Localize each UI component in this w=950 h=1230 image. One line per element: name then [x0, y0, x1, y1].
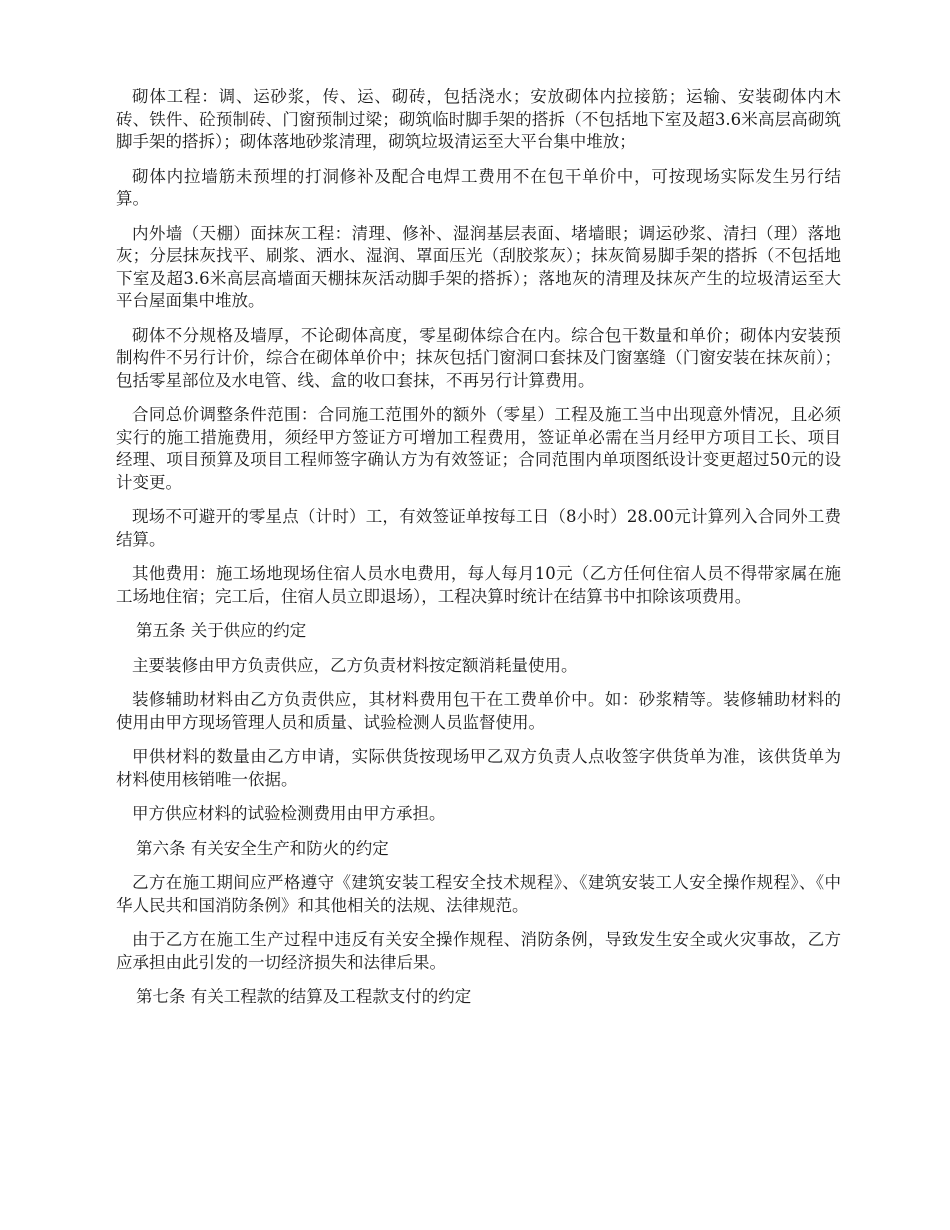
section-heading: 第六条 有关安全生产和防火的约定	[136, 838, 389, 858]
paragraph: 现场不可避开的零星点（计时）工，有效签证单按每工日（8小时）28.00元计算列入合同外工费结算。	[116, 507, 841, 549]
section-heading: 第七条 有关工程款的结算及工程款支付的约定	[136, 987, 472, 1006]
paragraph: 内外墙（天棚）面抹灰工程：清理、修补、湿润基层表面、堵墙眼；调运砂浆、清扫（理）落地灰；分层抹灰找平、刷浆、洒水、湿润、罩面压光（刮胶浆灰）；抹灰简易脚手架的搭拆（不包括地下室及超3.6米高层高墙面天棚抹灰活动脚手架的搭拆）；落地灰的清理及抹灰产生的垃圾清运至大平台屋面集中堆放。	[116, 223, 841, 310]
document-body	[116, 86, 841, 1021]
section-heading: 第五条 关于供应的约定	[136, 621, 307, 640]
paragraph: 主要装修由甲方负责供应，乙方负责材料按定额消耗量使用。	[132, 655, 578, 675]
paragraph: 甲方供应材料的试验检测费用由甲方承担。	[132, 804, 446, 823]
paragraph: 砌体内拉墙筋未预埋的打洞修补及配合电焊工费用不在包干单价中，可按现场实际发生另行结算。	[116, 166, 841, 208]
paragraph: 甲供材料的数量由乙方申请，实际供货按现场甲乙双方负责人点收签字供货单为准，该供货单为材料使用核销唯一依据。	[116, 747, 841, 789]
paragraph: 由于乙方在施工生产过程中违反有关安全操作规程、消防条例，导致发生安全或火灾事故，乙方应承担由此引发的一切经济损失和法律后果。	[116, 930, 841, 972]
paragraph: 砌体不分规格及墙厚，不论砌体高度，零星砌体综合在内。综合包干数量和单价；砌体内安装预制构件不另行计价，综合在砌体单价中；抹灰包括门窗洞口套抹及门窗塞缝（门窗安装在抹灰前）；包括零星部位及水电管、线、盒的收口套抹，不再另行计算费用。	[116, 325, 841, 390]
paragraph: 其他费用：施工场地现场住宿人员水电费用，每人每月10元（乙方任何住宿人员不得带家属在施工场地住宿；完工后，住宿人员立即退场），工程决算时统计在结算书中扣除该项费用。	[116, 564, 841, 606]
paragraph: 合同总价调整条件范围：合同施工范围外的额外（零星）工程及施工当中出现意外情况，且必须实行的施工措施费用，须经甲方签证方可增加工程费用，签证单必需在当月经甲方项目工长、项目经理、项目预算及项目工程师签字确认方为有效签证；合同范围内单项图纸设计变更超过50元的设计变更。	[116, 405, 841, 492]
paragraph: 装修辅助材料由乙方负责供应，其材料费用包干在工费单价中。如：砂浆精等。装修辅助材料的使用由甲方现场管理人员和质量、试验检测人员监督使用。	[116, 690, 841, 732]
paragraph: 乙方在施工期间应严格遵守《建筑安装工程安全技术规程》、《建筑安装工人安全操作规程》、《中华人民共和国消防条例》和其他相关的法规、法律规范。	[116, 873, 841, 915]
paragraph: 砌体工程：调、运砂浆，传、运、砌砖，包括浇水；安放砌体内拉接筋；运输、安装砌体内木砖、铁件、砼预制砖、门窗预制过梁；砌筑临时脚手架的搭拆（不包括地下室及超3.6米高层高砌筑脚手架的搭拆）；砌体落地砂浆清理，砌筑垃圾清运至大平台集中堆放；	[116, 87, 841, 151]
